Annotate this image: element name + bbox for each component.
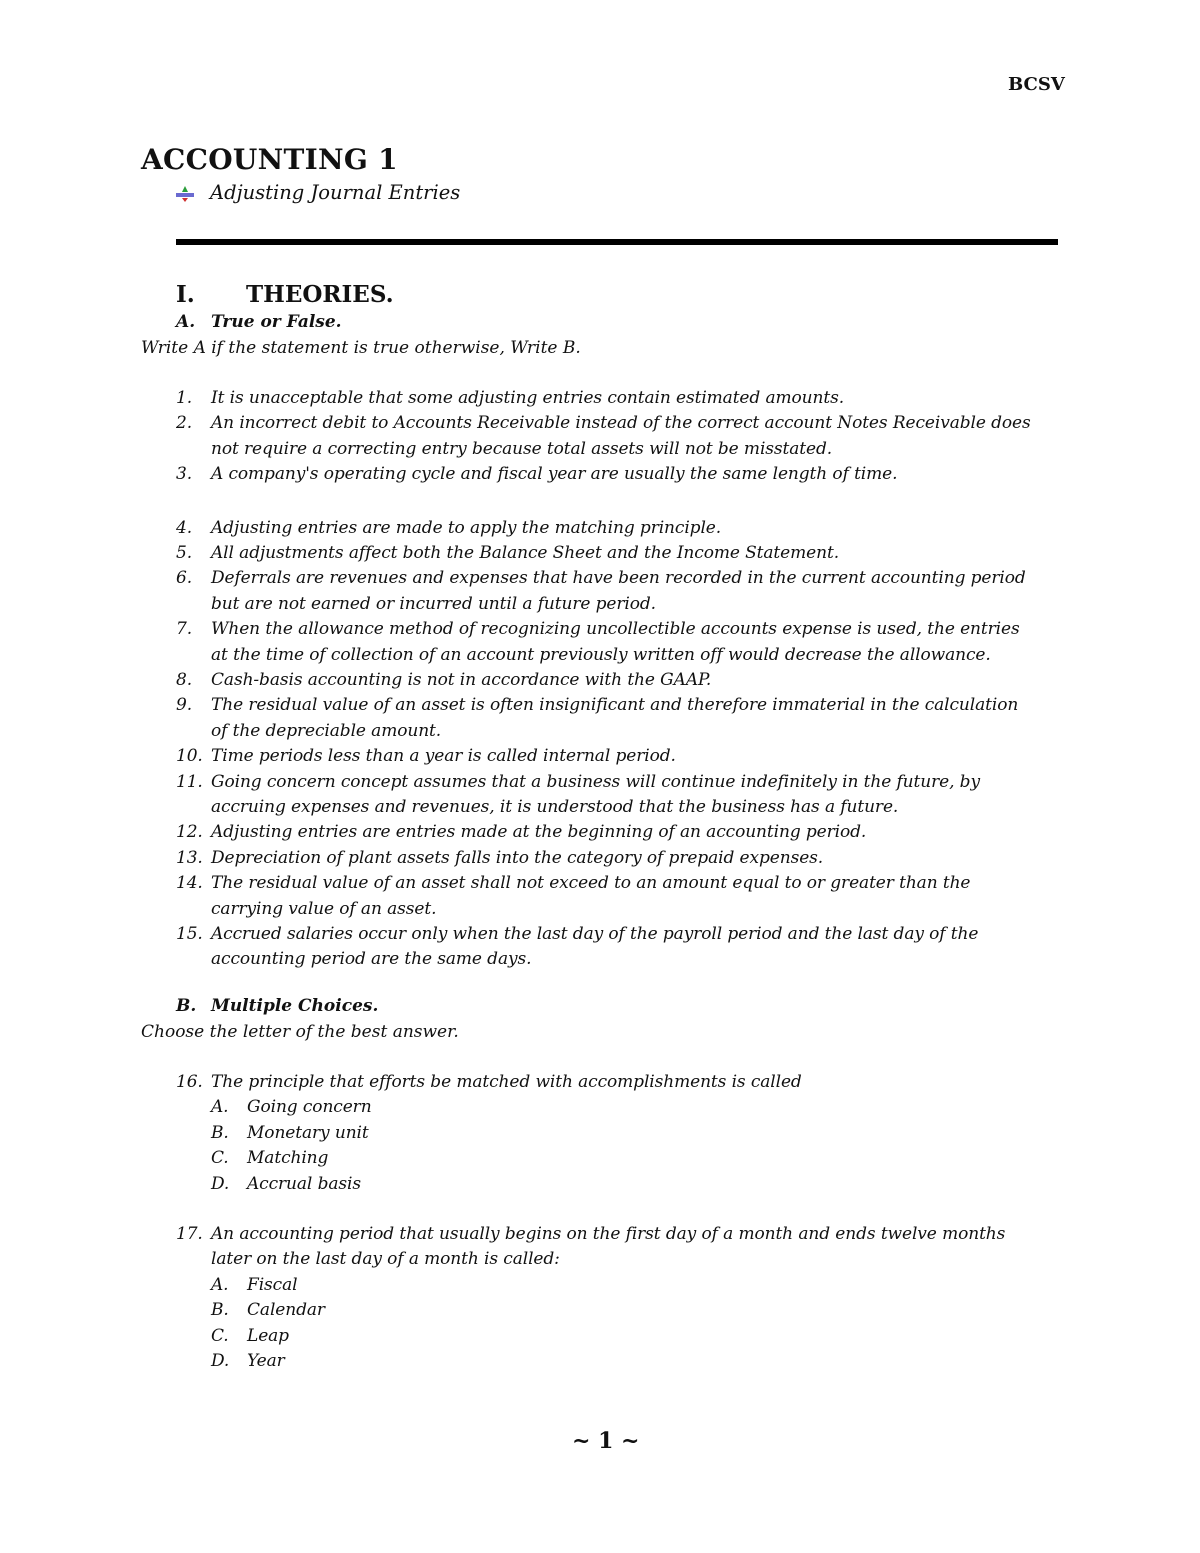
part-a-label: True or False.: [211, 312, 342, 332]
question-text: The residual value of an asset shall not exceed to an amount equal to or greater than the: [211, 873, 971, 894]
section-title: THEORIES.: [246, 281, 394, 308]
question-text: All adjustments affect both the Balance Sheet and the Income Statement.: [211, 543, 839, 563]
question-number: 6.: [176, 568, 193, 589]
question-text: A company's operating cycle and fiscal year are usually the same length of time.: [211, 464, 898, 485]
question-number: 11.: [176, 771, 203, 792]
question-text: When the allowance method of recognizing uncollectible accounts expense is used, the entries: [211, 619, 1020, 640]
arrow-bullet-icon: [176, 186, 194, 202]
question-text: An accounting period that usually begins on the first day of a month and ends twelve months: [211, 1224, 1006, 1244]
question-text: not require a correcting entry because total assets will not be misstated.: [211, 438, 833, 459]
question-text: carrying value of an asset.: [211, 898, 437, 919]
question-number: 5.: [176, 543, 193, 563]
question-text: Deferrals are revenues and expenses that have been recorded in the current accounting period: [211, 568, 1026, 589]
option-text: Fiscal: [247, 1274, 298, 1295]
question-text: Accrued salaries occur only when the last day of the payroll period and the last day of the: [211, 924, 979, 944]
option-letter: B.: [211, 1122, 229, 1143]
question-text: but are not earned or incurred until a future period.: [211, 593, 656, 614]
question-number: 14.: [176, 873, 203, 894]
question-number: 17.: [176, 1224, 203, 1244]
option-letter: A.: [211, 1097, 229, 1118]
option-text: Calendar: [247, 1300, 325, 1321]
question-number: 1.: [176, 388, 193, 408]
question-text: accounting period are the same days.: [211, 949, 532, 970]
question-number: 10.: [176, 746, 203, 767]
question-text: The residual value of an asset is often insignificant and therefore immaterial in the calculation: [211, 695, 1019, 716]
part-b-letter: B.: [176, 996, 197, 1016]
question-text: Going concern concept assumes that a business will continue indefinitely in the future, by: [211, 771, 980, 792]
question-number: 16.: [176, 1072, 203, 1092]
option-text: Leap: [247, 1325, 289, 1346]
question-number: 8.: [176, 670, 193, 690]
question-text: at the time of collection of an account previously written off would decrease the allowance.: [211, 644, 991, 665]
question-text: later on the last day of a month is called:: [211, 1249, 560, 1270]
header-divider: [176, 239, 1058, 245]
header-code: BCSV: [1008, 74, 1065, 95]
question-number: 13.: [176, 847, 203, 868]
question-number: 9.: [176, 695, 193, 716]
question-text: Cash-basis accounting is not in accordance with the GAAP.: [211, 670, 712, 690]
page-number: ~ 1 ~: [572, 1428, 640, 1454]
section-number: I.: [176, 281, 195, 308]
option-text: Monetary unit: [247, 1122, 369, 1143]
question-text: Time periods less than a year is called internal period.: [211, 746, 676, 767]
question-number: 12.: [176, 822, 203, 843]
question-number: 15.: [176, 924, 203, 944]
document-title: ACCOUNTING 1: [141, 143, 398, 176]
question-text: It is unacceptable that some adjusting entries contain estimated amounts.: [211, 388, 845, 408]
option-text: Year: [247, 1351, 285, 1371]
question-text: Adjusting entries are entries made at the beginning of an accounting period.: [211, 822, 867, 843]
part-b-instruction: Choose the letter of the best answer.: [141, 1022, 459, 1042]
question-text: Adjusting entries are made to apply the matching principle.: [211, 517, 722, 538]
part-a-letter: A.: [176, 312, 196, 332]
question-text: Depreciation of plant assets falls into the category of prepaid expenses.: [211, 847, 824, 868]
question-number: 7.: [176, 619, 193, 640]
part-b-label: Multiple Choices.: [211, 996, 379, 1016]
option-text: Matching: [247, 1148, 329, 1169]
question-number: 3.: [176, 464, 193, 485]
option-text: Going concern: [247, 1097, 372, 1118]
part-a-instruction: Write A if the statement is true otherwise, Write B.: [141, 338, 581, 358]
option-text: Accrual basis: [247, 1173, 361, 1194]
option-letter: C.: [211, 1325, 229, 1346]
question-text: The principle that efforts be matched with accomplishments is called: [211, 1072, 802, 1092]
document-subtitle: Adjusting Journal Entries: [210, 181, 461, 204]
question-text: accruing expenses and revenues, it is understood that the business has a future.: [211, 797, 899, 817]
option-letter: D.: [211, 1351, 230, 1371]
option-letter: B.: [211, 1300, 229, 1321]
question-text: of the depreciable amount.: [211, 720, 442, 741]
option-letter: A.: [211, 1274, 229, 1295]
option-letter: D.: [211, 1173, 230, 1194]
question-text: An incorrect debit to Accounts Receivable instead of the correct account Notes Receivable does: [211, 413, 1031, 434]
question-number: 4.: [176, 517, 193, 538]
question-number: 2.: [176, 413, 193, 434]
option-letter: C.: [211, 1148, 229, 1169]
